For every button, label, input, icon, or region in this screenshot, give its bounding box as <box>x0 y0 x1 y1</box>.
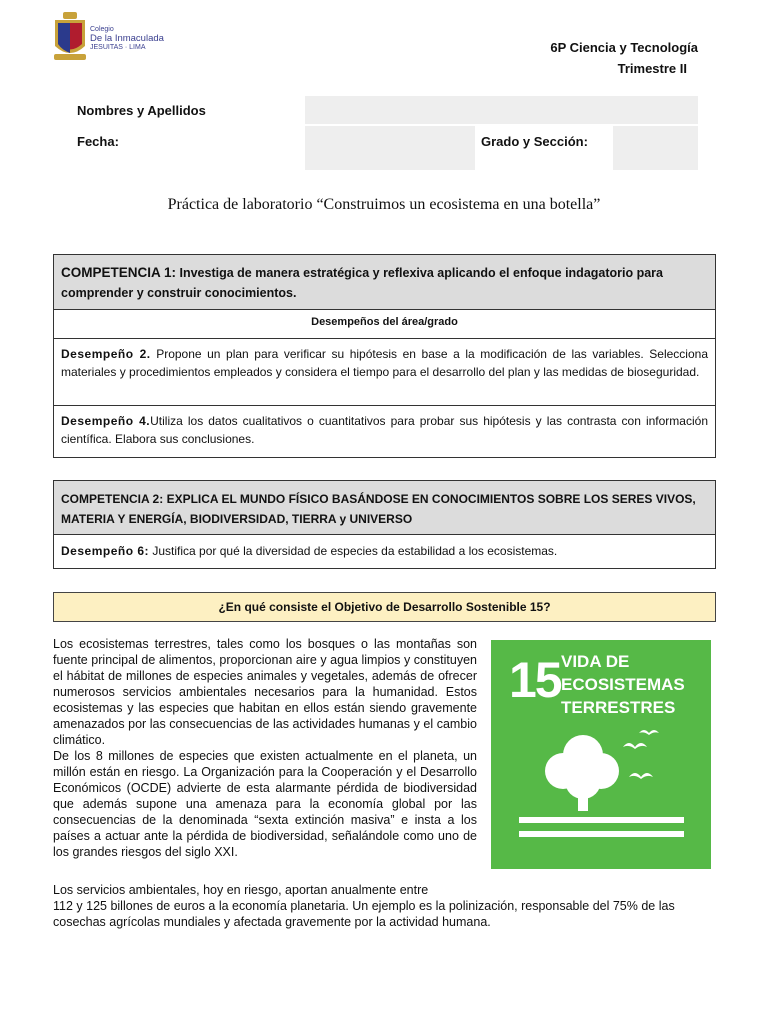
desempeno-2 <box>54 338 715 405</box>
desempeno-4 <box>54 405 715 457</box>
competencia-1-table <box>53 254 716 458</box>
desempeno-6-label: Desempeño 6: <box>61 544 150 558</box>
school-name: Colegio De la Inmaculada JESUITAS · LIMA <box>90 26 164 51</box>
competencia-1-header <box>54 255 715 309</box>
sdg-number: 15 <box>509 652 561 708</box>
subject-title: 6P Ciencia y Tecnología <box>550 40 698 55</box>
desempeno-2-label: Desempeño 2. <box>61 347 151 361</box>
sdg-15-tile <box>491 640 711 869</box>
tree-birds-icon <box>511 725 691 855</box>
competencia-2-header: COMPETENCIA 2: EXPLICA EL MUNDO FÍSICO BASÁNDOSE EN CONOCIMIENTOS SOBRE LOS SERES VIVOS, MATERIA Y ENERGÍA, BIODIVERSIDAD, TIERRA y UNIVERSO <box>54 481 715 534</box>
grade-field[interactable] <box>613 126 698 170</box>
sdg-title <box>561 650 685 719</box>
desempeno-2-text: Propone un plan para verificar su hipótesis en base a la modificación de las variables. Selecciona materiales y procedimientos empleados y considera el tiempo para el desarrollo del plan y las medidas de bioseguridad. <box>61 347 708 379</box>
sdg-title-line2: ECOSISTEMAS <box>561 675 685 694</box>
grade-label: Grado y Sección: <box>481 134 588 149</box>
ods-question-box: ¿En qué consiste el Objetivo de Desarrollo Sostenible 15? <box>53 592 716 622</box>
desempeno-4-text: Utiliza los datos cualitativos o cuantitativos para probar sus hipótesis y las contrasta con información científica. Elabora sus conclusiones. <box>61 414 708 446</box>
page-title: Práctica de laboratorio “Construimos un ecosistema en una botella” <box>167 196 601 213</box>
competencia-2-table <box>53 480 716 569</box>
sdg-title-line3: TERRESTRES <box>561 698 676 717</box>
paragraph-3a: Los servicios ambientales, hoy en riesgo, aportan anualmente entre <box>53 883 429 897</box>
competencia-1-label: COMPETENCIA 1: <box>61 265 177 280</box>
name-field[interactable] <box>305 96 698 124</box>
paragraph-1: Los ecosistemas terrestres, tales como los bosques o las montañas son fuente principal de alimentos, proporcionan aire y agua limpios y constituyen el hábitat de millones de especies animales y vegetales, además de ofrecer numerosos servicios ambientales necesarios para la humanidad. Estos ecosistemas y las especies que habitan en ellos están siendo gravemente amenazados por las consecuencias de las actividades humanas y el cambio climático. <box>53 637 477 747</box>
date-label: Fecha: <box>77 134 119 149</box>
term-label: Trimestre II <box>617 61 687 76</box>
paragraph-2: De los 8 millones de especies que existen actualmente en el planeta, un millón están en riesgo. La Organización para la Cooperación y el Desarrollo Económicos (OCDE) advierte de esta alarmante pérdida de biodiversidad que además supone una amenaza para la economía global por las consecuencias de la denominada “sexta extinción masiva” e insta a los países a actuar ante la pérdida de biodiversidad, señalándole como uno de los grandes riesgos del siglo XXI. <box>53 749 477 859</box>
article-text-end <box>53 882 716 930</box>
competencia-1-text: Investiga de manera estratégica y reflexiva aplicando el enfoque indagatorio para comprender y construir conocimientos. <box>61 266 664 300</box>
desempeno-6 <box>54 534 715 568</box>
sdg-title-line1: VIDA DE <box>561 652 630 671</box>
desempeno-4-label: Desempeño 4. <box>61 414 151 428</box>
article-text <box>53 636 477 860</box>
paragraph-3b: 112 y 125 billones de euros a la economía planetaria. Un ejemplo es la polinización, responsable del 75% de las cosechas agrícolas mundiales y afectada gravemente por la actividad humana. <box>53 899 675 929</box>
date-field[interactable] <box>305 126 475 170</box>
performances-subheader: Desempeños del área/grado <box>54 309 715 338</box>
name-label: Nombres y Apellidos <box>77 103 206 118</box>
desempeno-6-text: Justifica por qué la diversidad de especies da estabilidad a los ecosistemas. <box>152 544 558 558</box>
